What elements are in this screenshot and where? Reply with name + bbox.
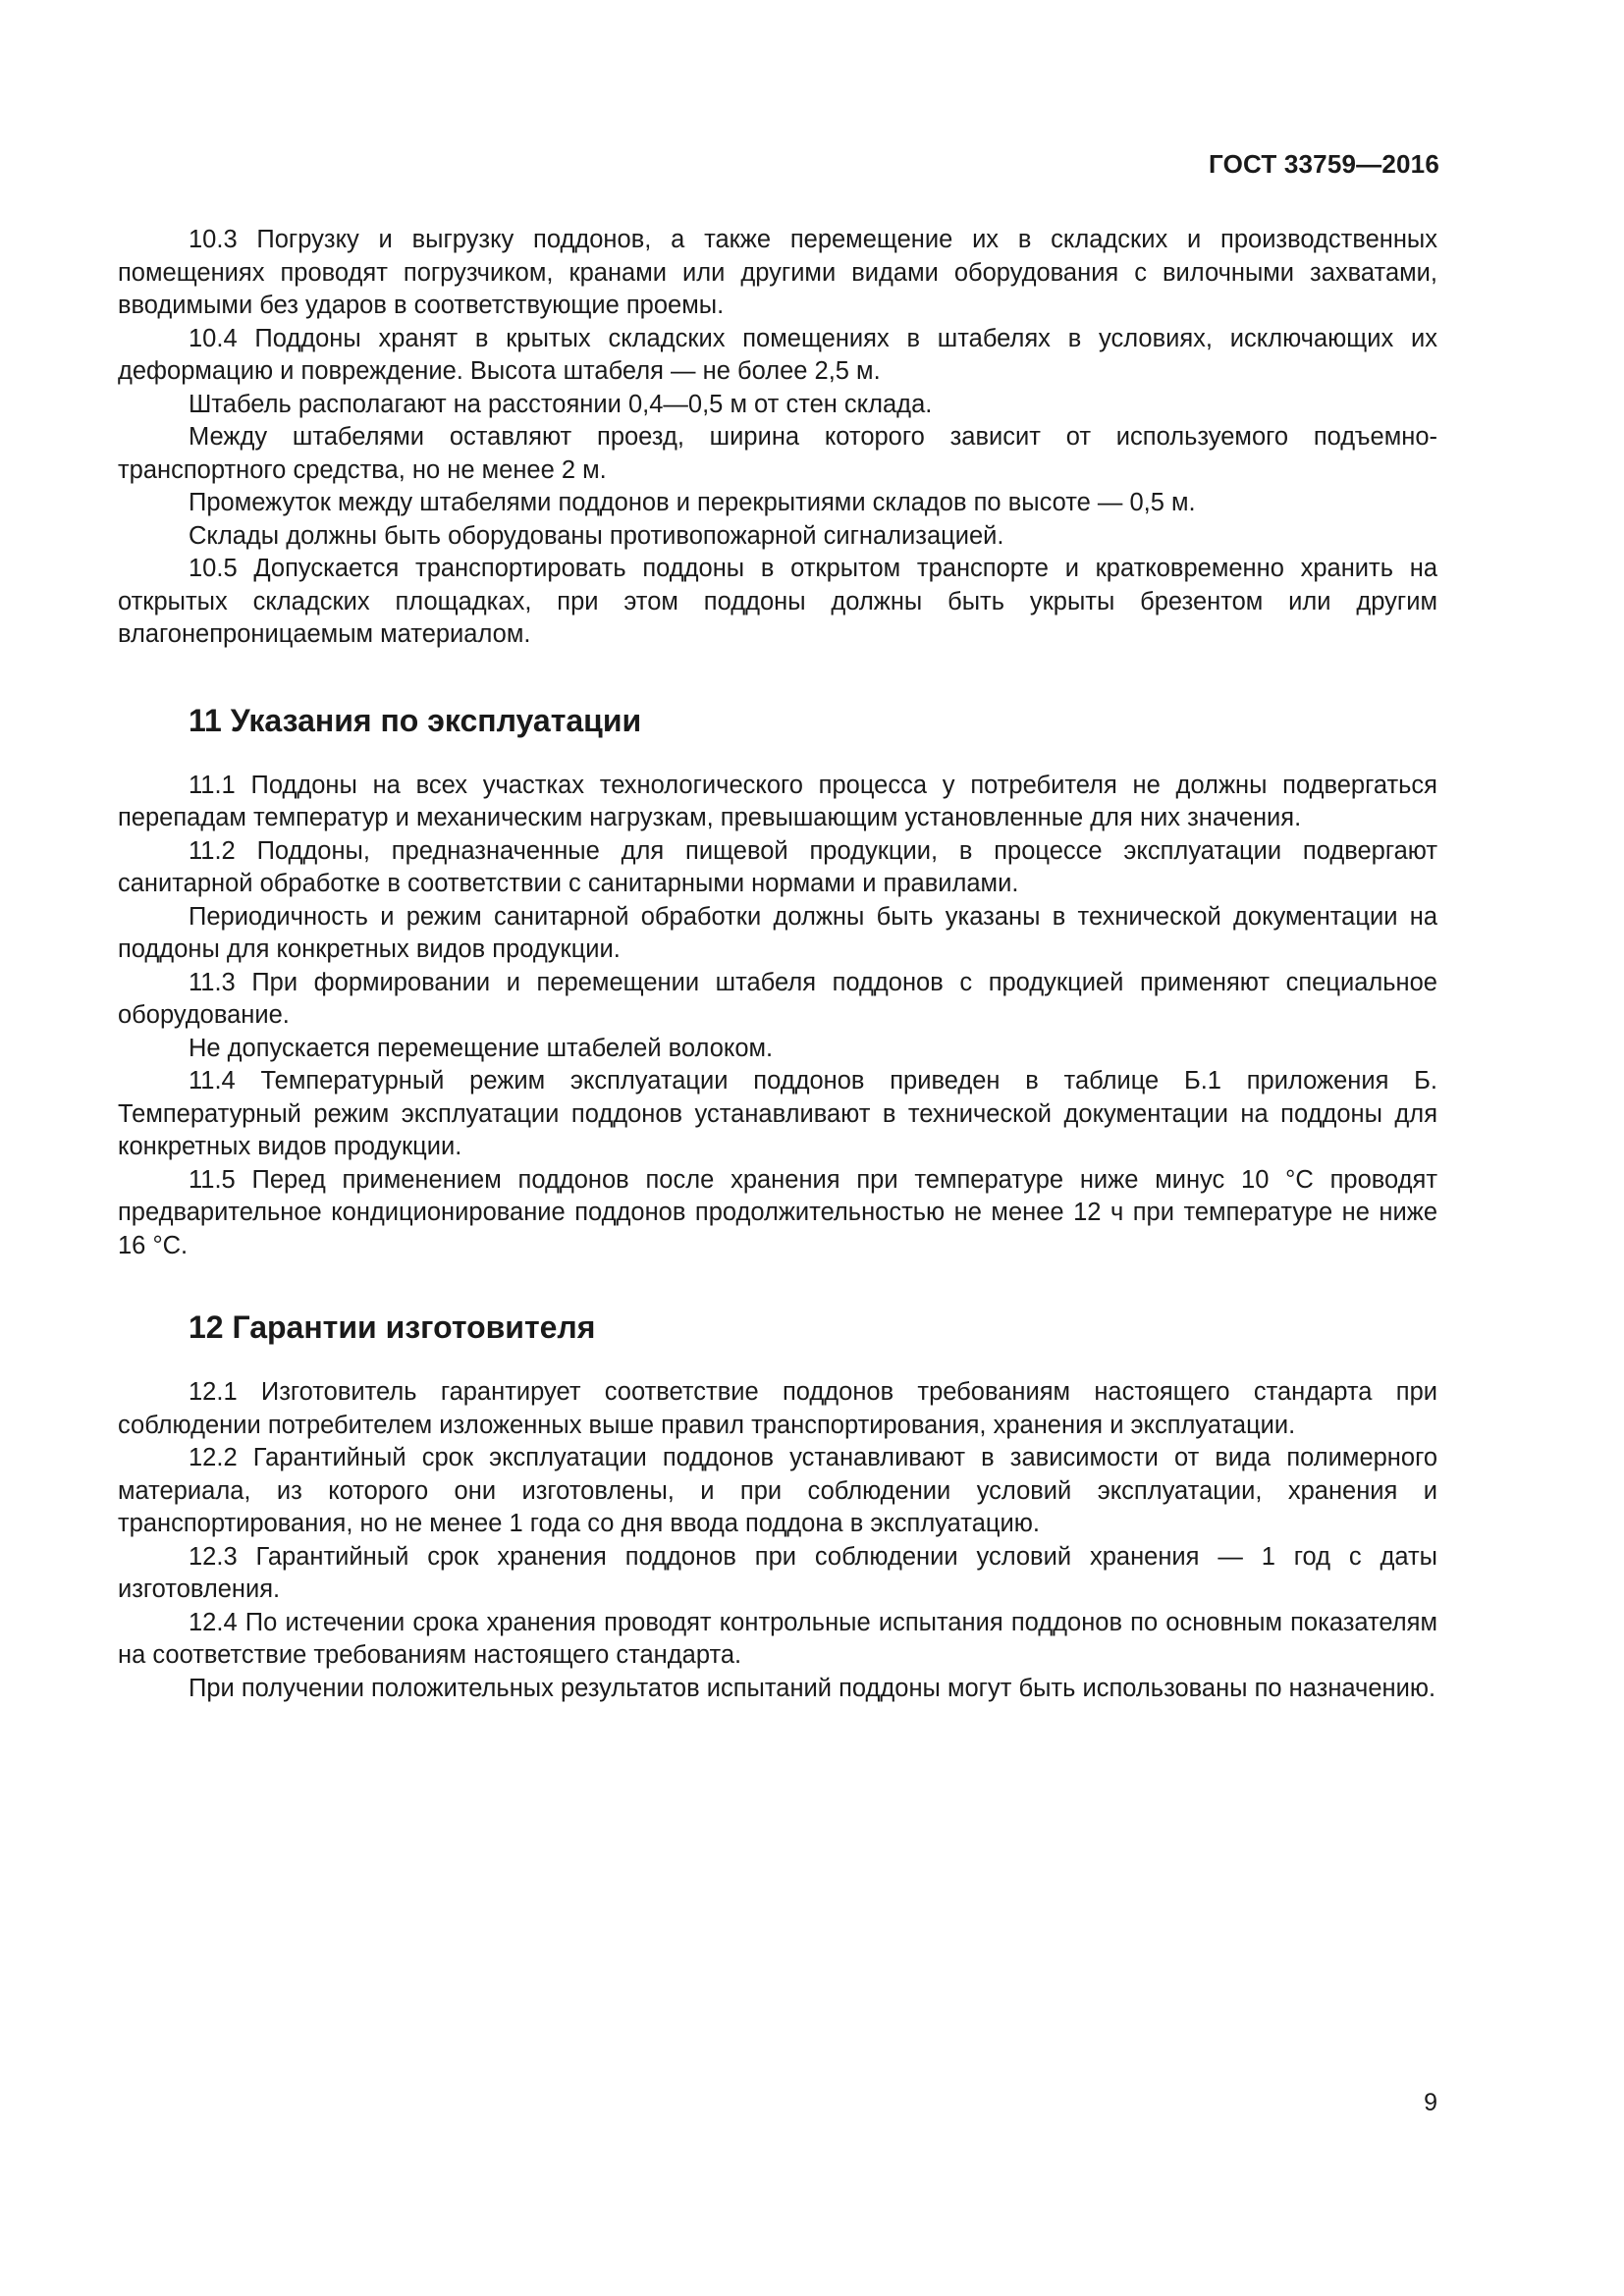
paragraph-10-3: 10.3 Погрузку и выгрузку поддонов, а также перемещение их в складских и производственных помещениях проводят погрузчиком, кранами или другими видами оборудования с вилочными захватами, вводимыми без ударов в соответствующие проемы. — [118, 226, 1437, 319]
paragraph-fire-alarm: Склады должны быть оборудованы противопожарной сигнализацией. — [189, 521, 1004, 550]
section-11-text — [118, 770, 1437, 1263]
section-12-heading: 12 Гарантии изготовителя — [189, 1309, 596, 1345]
paragraph-sanitary-periodicity: Периодичность и режим санитарной обработки должны быть указаны в технической документации на поддоны для конкретных видов продукции. — [118, 902, 1437, 963]
paragraph-stack-passage: Между штабелями оставляют проезд, ширина которого зависит от используемого подъемно-транспортного средства, но не менее 2 м. — [118, 423, 1437, 484]
page-content — [118, 224, 1437, 1705]
paragraph-stack-distance: Штабель располагают на расстоянии 0,4—0,5 м от стен склада. — [189, 390, 933, 418]
paragraph-positive-results: При получении положительных результатов испытаний поддоны могут быть использованы по назначению. — [189, 1674, 1436, 1702]
section-10-text — [118, 224, 1437, 652]
paragraph-12-3: 12.3 Гарантийный срок хранения поддонов при соблюдении условий хранения — 1 год с даты изготовления. — [118, 1542, 1437, 1603]
paragraph-11-5: 11.5 Перед применением поддонов после хранения при температуре ниже минус 10 °С проводят предварительное кондиционирование поддонов продолжительностью не менее 12 ч при температуре не ниже 16 °С. — [118, 1165, 1437, 1259]
paragraph-12-1: 12.1 Изготовитель гарантирует соответствие поддонов требованиям настоящего стандарта при соблюдении потребителем изложенных выше правил транспортирования, хранения и эксплуатации. — [118, 1378, 1437, 1439]
document-code: ГОСТ 33759—2016 — [1209, 149, 1439, 179]
paragraph-10-4: 10.4 Поддоны хранят в крытых складских помещениях в штабелях в условиях, исключающих их деформацию и повреждение. Высота штабеля — не более 2,5 м. — [118, 324, 1437, 385]
paragraph-10-5: 10.5 Допускается транспортировать поддоны в открытом транспорте и кратковременно хранить на открытых складских площадках, при этом поддоны должны быть укрыты брезентом или другим влагонепроницаемым материалом. — [118, 555, 1437, 648]
paragraph-11-1: 11.1 Поддоны на всех участках технологического процесса у потребителя не должны подвергаться перепадам температур и механическим нагрузкам, превышающим установленные для них значения. — [118, 771, 1437, 831]
paragraph-12-2: 12.2 Гарантийный срок эксплуатации поддонов устанавливают в зависимости от вида полимерного материала, из которого они изготовлены, и при соблюдении условий эксплуатации, хранения и транспортирования, но не менее 1 года со дня ввода поддона в эксплуатацию. — [118, 1444, 1437, 1537]
paragraph-11-4: 11.4 Температурный режим эксплуатации поддонов приведен в таблице Б.1 приложения Б. Температурный режим эксплуатации поддонов устанавливают в технической документации на поддоны для конкретных видов продукции. — [118, 1067, 1437, 1160]
paragraph-stack-gap: Промежуток между штабелями поддонов и перекрытиями складов по высоте — 0,5 м. — [189, 489, 1196, 516]
section-11-heading: 11 Указания по эксплуатации — [189, 702, 642, 738]
page-number: 9 — [1424, 2089, 1437, 2116]
paragraph-no-dragging: Не допускается перемещение штабелей волоком. — [189, 1034, 774, 1062]
paragraph-12-4: 12.4 По истечении срока хранения проводят контрольные испытания поддонов по основным показателям на соответствие требованиям настоящего стандарта. — [118, 1608, 1437, 1669]
paragraph-11-2: 11.2 Поддоны, предназначенные для пищевой продукции, в процессе эксплуатации подвергают санитарной обработке в соответствии с санитарными нормами и правилами. — [118, 836, 1437, 897]
section-12-text — [118, 1376, 1437, 1705]
paragraph-11-3: 11.3 При формировании и перемещении штабеля поддонов с продукцией применяют специальное оборудование. — [118, 968, 1437, 1029]
